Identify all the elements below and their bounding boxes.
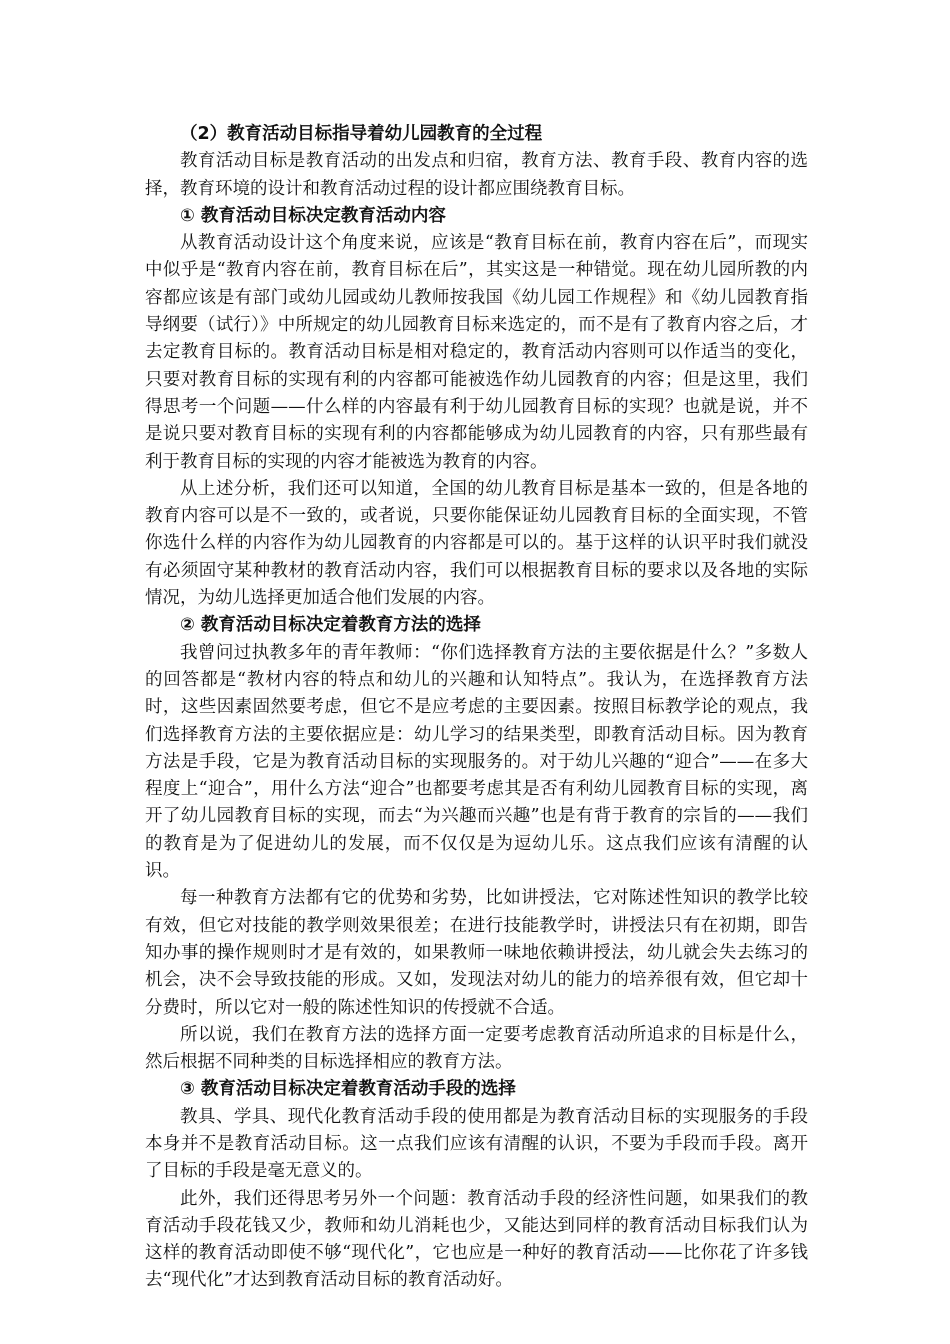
paragraph: 教具、学具、现代化教育活动手段的使用都是为教育活动目标的实现服务的手段本身并不是教育活动目标。这一点我们应该有清醒的认识，不要为手段而手段。离开了目标的手段是毫无意义的。 [145,1106,808,1182]
paragraph: 从教育活动设计这个角度来说，应该是“教育目标在前，教育内容在后”，而现实中似乎是“教育内容在前，教育目标在后”，其实这是一种错觉。现在幼儿园所教的内容都应该是有部门或幼儿园或幼儿教师按我国《幼儿园工作规程》和《幼儿园教育指导纲要（试行）》中所规定的幼儿园教育目标来选定的，而不是有了教育内容之后，才去定教育目标的。教育活动目标是相对稳定的，教育活动内容则可以作适当的变化，只要对教育目标的实现有利的内容都可能被选作幼儿园教育的内容；但是这里，我们得思考一个问题——什么样的内容最有利于幼儿园教育目标的实现？也就是说，并不是说只要对教育目标的实现有利的内容都能够成为幼儿园教育的内容，只有那些最有利于教育目标的实现的内容才能被选为教育的内容。 [145,233,808,472]
paragraph: 每一种教育方法都有它的优势和劣势，比如讲授法，它对陈述性知识的教学比较有效，但它对技能的教学则效果很差；在进行技能教学时，讲授法只有在初期，即告知办事的操作规则时才是有效的，如果教师一味地依赖讲授法，幼儿就会失去练习的机会，决不会导致技能的形成。又如，发现法对幼儿的能力的培养很有效，但它却十分费时，所以它对一般的陈述性知识的传授就不合适。 [145,888,808,1018]
document-page [145,121,808,1295]
subsection-heading-means: ③ 教育活动目标决定着教育活动手段的选择 [180,1079,516,1100]
subsection-heading-content: ① 教育活动目标决定教育活动内容 [180,205,446,226]
section-title: （2）教育活动目标指导着幼儿园教育的全过程 [180,124,543,144]
paragraph: 所以说，我们在教育方法的选择方面一定要考虑教育活动所追求的目标是什么，然后根据不同种类的目标选择相应的教育方法。 [145,1024,808,1073]
paragraph: 我曾问过执教多年的青年教师：“你们选择教育方法的主要依据是什么？”多数人的回答都是“教材内容的特点和幼儿的兴趣和认知特点”。我认为，在选择教育方法时，这些因素固然要考虑，但它不是应考虑的主要因素。按照目标教学论的观点，我们选择教育方法的主要依据应是：幼儿学习的结果类型，即教育活动目标。因为教育方法是手段，它是为教育活动目标的实现服务的。对于幼儿兴趣的“迎合”——在多大程度上“迎合”，用什么方法“迎合”也都要考虑其是否有利幼儿园教育目标的实现，离开了幼儿园教育目标的实现，而去“为兴趣而兴趣”也是有背于教育的宗旨的——我们的教育是为了促进幼儿的发展，而不仅仅是为逗幼儿乐。这点我们应该有清醒的认识。 [145,642,808,882]
paragraph: 从上述分析，我们还可以知道，全国的幼儿教育目标是基本一致的，但是各地的教育内容可以是不一致的，或者说，只要你能保证幼儿园教育目标的全面实现，不管你选什么样的内容作为幼儿园教育的内容都是可以的。基于这样的认识平时我们就没有必须固守某种教材的教育活动内容，我们可以根据教育目标的要求以及各地的实际情况，为幼儿选择更加适合他们发展的内容。 [145,478,808,609]
paragraph: 此外，我们还得思考另外一个问题：教育活动手段的经济性问题，如果我们的教育活动手段花钱又少，教师和幼儿消耗也少，又能达到同样的教育活动目标我们认为这样的教育活动即使不够“现代化”，它也应是一种好的教育活动——比你花了许多钱去“现代化”才达到教育活动目标的教育活动好。 [145,1188,808,1291]
subsection-heading-methods: ② 教育活动目标决定着教育方法的选择 [180,615,481,636]
intro-paragraph: 教育活动目标是教育活动的出发点和归宿，教育方法、教育手段、教育内容的选择，教育环境的设计和教育活动过程的设计都应围绕教育目标。 [145,151,808,199]
